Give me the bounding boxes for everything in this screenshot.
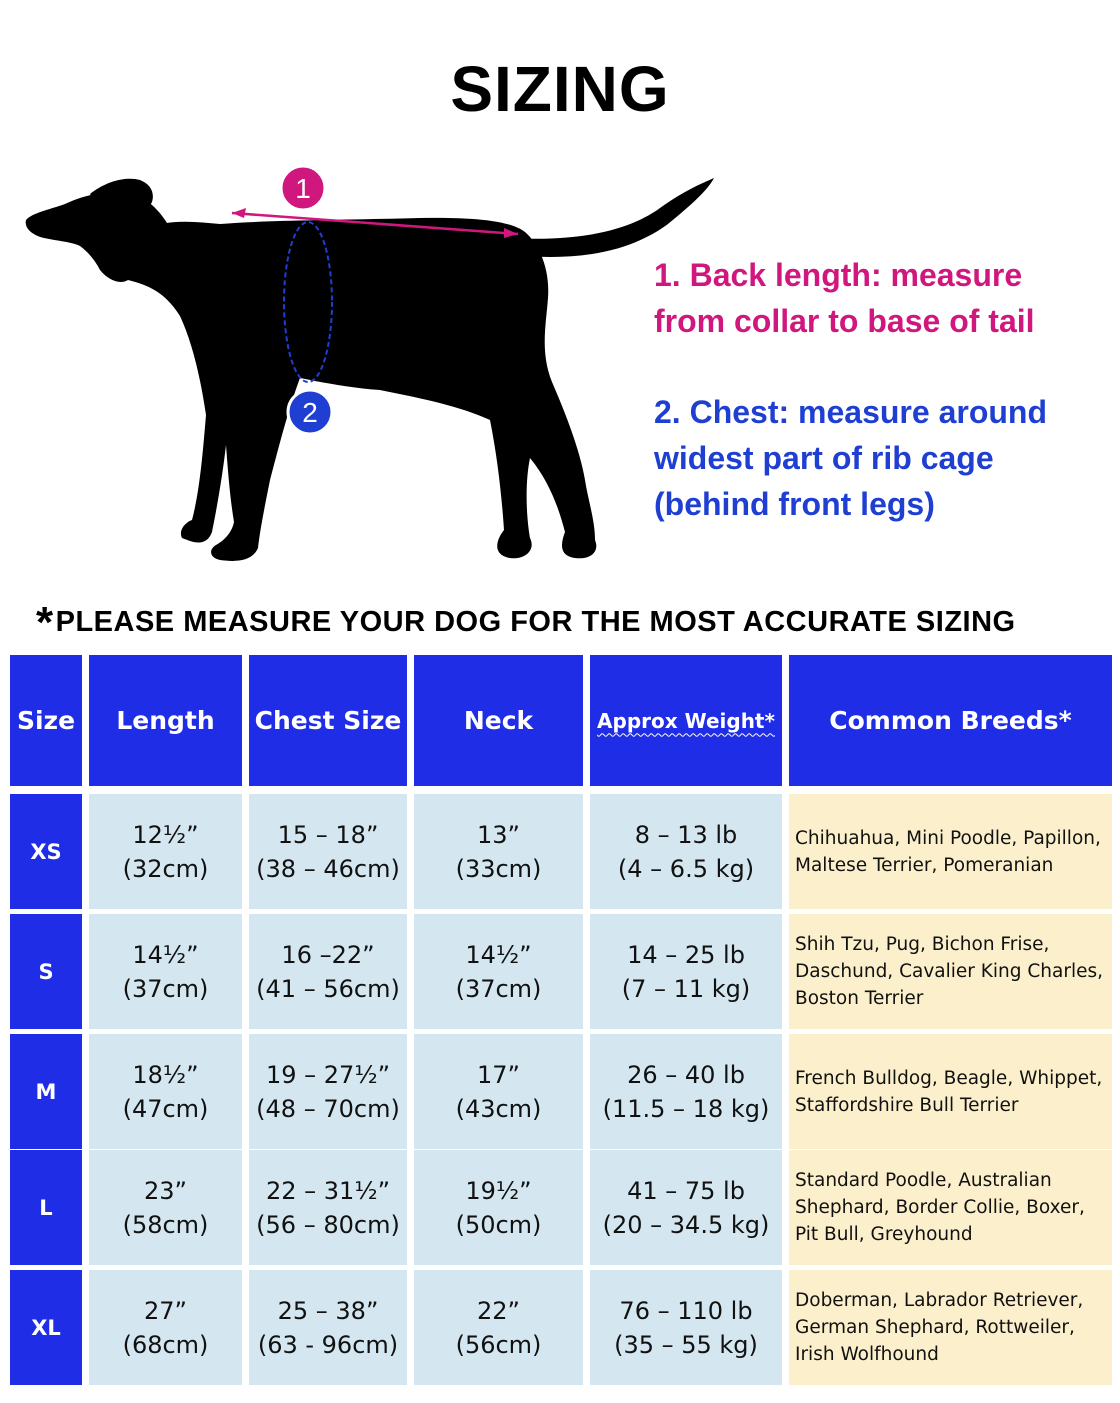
breeds-text: Shih Tzu, Pug, Bichon Frise, Daschund, Cavalier King Charles, Boston Terrier [795,934,1104,1009]
row-2-approx-weight [590,1034,782,1149]
metric-value: (20 – 34.5 kg) [602,1210,770,1239]
row-0-common-breeds [789,794,1112,909]
measure-notice [36,598,1116,648]
imperial-value: 41 – 75 lb [627,1176,745,1205]
row-1-common-breeds [789,914,1112,1029]
imperial-value: 22” [477,1296,520,1325]
breeds-text: French Bulldog, Beagle, Whippet, Staffordshire Bull Terrier [795,1067,1103,1116]
metric-value: (41 – 56cm) [256,974,400,1003]
row-3-neck [414,1150,583,1265]
metric-value: (37cm) [455,974,542,1003]
row-1-length [89,914,242,1029]
metric-value: (37cm) [122,974,209,1003]
header-chest-size [249,655,407,786]
row-2-chest-size [249,1034,407,1149]
imperial-value: 16 –22” [281,940,375,969]
asterisk: * [36,598,54,647]
imperial-value: 19½” [465,1176,532,1205]
imperial-value: 14½” [132,940,199,969]
row-3-approx-weight [590,1150,782,1265]
metric-value: (38 – 46cm) [256,854,400,883]
metric-value: (56 – 80cm) [256,1210,400,1239]
metric-value: (33cm) [455,854,542,883]
header-common-breeds-label: Common Breeds* [829,706,1072,735]
breeds-text: Chihuahua, Mini Poodle, Papillon, Maltese Terrier, Pomeranian [795,827,1101,876]
breeds-text: Doberman, Labrador Retriever, German Shephard, Rottweiler, Irish Wolfhound [795,1290,1084,1365]
imperial-value: 22 – 31½” [265,1176,391,1205]
row-1-approx-weight [590,914,782,1029]
row-4-length [89,1270,242,1385]
imperial-value: 25 – 38” [277,1296,379,1325]
chest-instruction: 2. Chest: measure around widest part of rib cage (behind front legs) [654,394,1047,522]
row-0-neck [414,794,583,909]
header-length-label: Length [116,706,215,735]
header-neck [414,655,583,786]
dog-silhouette-icon [20,120,720,580]
row-4-approx-weight [590,1270,782,1385]
header-size [10,655,82,786]
dog-diagram [20,120,720,580]
row-2-size: M [10,1034,82,1149]
imperial-value: 14 – 25 lb [627,940,745,969]
row-0-length [89,794,242,909]
row-4-common-breeds [789,1270,1112,1385]
row-0-size: XS [10,794,82,909]
row-2-common-breeds [789,1034,1112,1149]
metric-value: (56cm) [455,1330,542,1359]
row-0-approx-weight [590,794,782,909]
row-4-chest-size [249,1270,407,1385]
row-3-size: L [10,1150,82,1265]
header-size-label: Size [16,706,76,735]
header-length [89,655,242,786]
row-3-length [89,1150,242,1265]
metric-value: (50cm) [455,1210,542,1239]
imperial-value: 26 – 40 lb [627,1060,745,1089]
imperial-value: 17” [477,1060,520,1089]
row-1-chest-size [249,914,407,1029]
header-approx-weight [590,655,782,786]
row-4-neck [414,1270,583,1385]
imperial-value: 15 – 18” [277,820,379,849]
metric-value: (11.5 – 18 kg) [602,1094,770,1123]
row-4-size: XL [10,1270,82,1385]
row-2-neck [414,1034,583,1149]
metric-value: (43cm) [455,1094,542,1123]
imperial-value: 76 – 110 lb [619,1296,753,1325]
header-approx-weight-label: Approx Weight* [597,708,775,733]
metric-value: (4 – 6.5 kg) [617,854,755,883]
metric-value: (7 – 11 kg) [621,974,751,1003]
imperial-value: 13” [477,820,520,849]
metric-value: (68cm) [122,1330,209,1359]
breeds-text: Standard Poodle, Australian Shephard, Border Collie, Boxer, Pit Bull, Greyhound [795,1170,1085,1245]
row-1-neck [414,914,583,1029]
imperial-value: 27” [144,1296,187,1325]
metric-value: (48 – 70cm) [256,1094,400,1123]
row-0-chest-size [249,794,407,909]
marker-2-label: 2 [302,397,318,428]
row-3-chest-size [249,1150,407,1265]
back-length-instruction: 1. Back length: measure from collar to base of tail [654,257,1035,339]
row-2-length [89,1034,242,1149]
page-title: SIZING [450,53,670,125]
imperial-value: 8 – 13 lb [634,820,738,849]
metric-value: (32cm) [122,854,209,883]
imperial-value: 23” [144,1176,187,1205]
header-chest-size-label: Chest Size [254,706,402,735]
header-common-breeds [789,655,1112,786]
row-1-size: S [10,914,82,1029]
metric-value: (58cm) [122,1210,209,1239]
measure-notice-text: PLEASE MEASURE YOUR DOG FOR THE MOST ACCURATE SIZING [55,606,1016,638]
marker-1-label: 1 [295,173,311,204]
metric-value: (35 – 55 kg) [614,1330,758,1359]
imperial-value: 19 – 27½” [265,1060,391,1089]
metric-value: (63 - 96cm) [257,1330,399,1359]
imperial-value: 18½” [132,1060,199,1089]
metric-value: (47cm) [122,1094,209,1123]
header-neck-label: Neck [463,706,534,735]
imperial-value: 12½” [132,820,199,849]
row-3-common-breeds [789,1150,1112,1265]
imperial-value: 14½” [465,940,532,969]
